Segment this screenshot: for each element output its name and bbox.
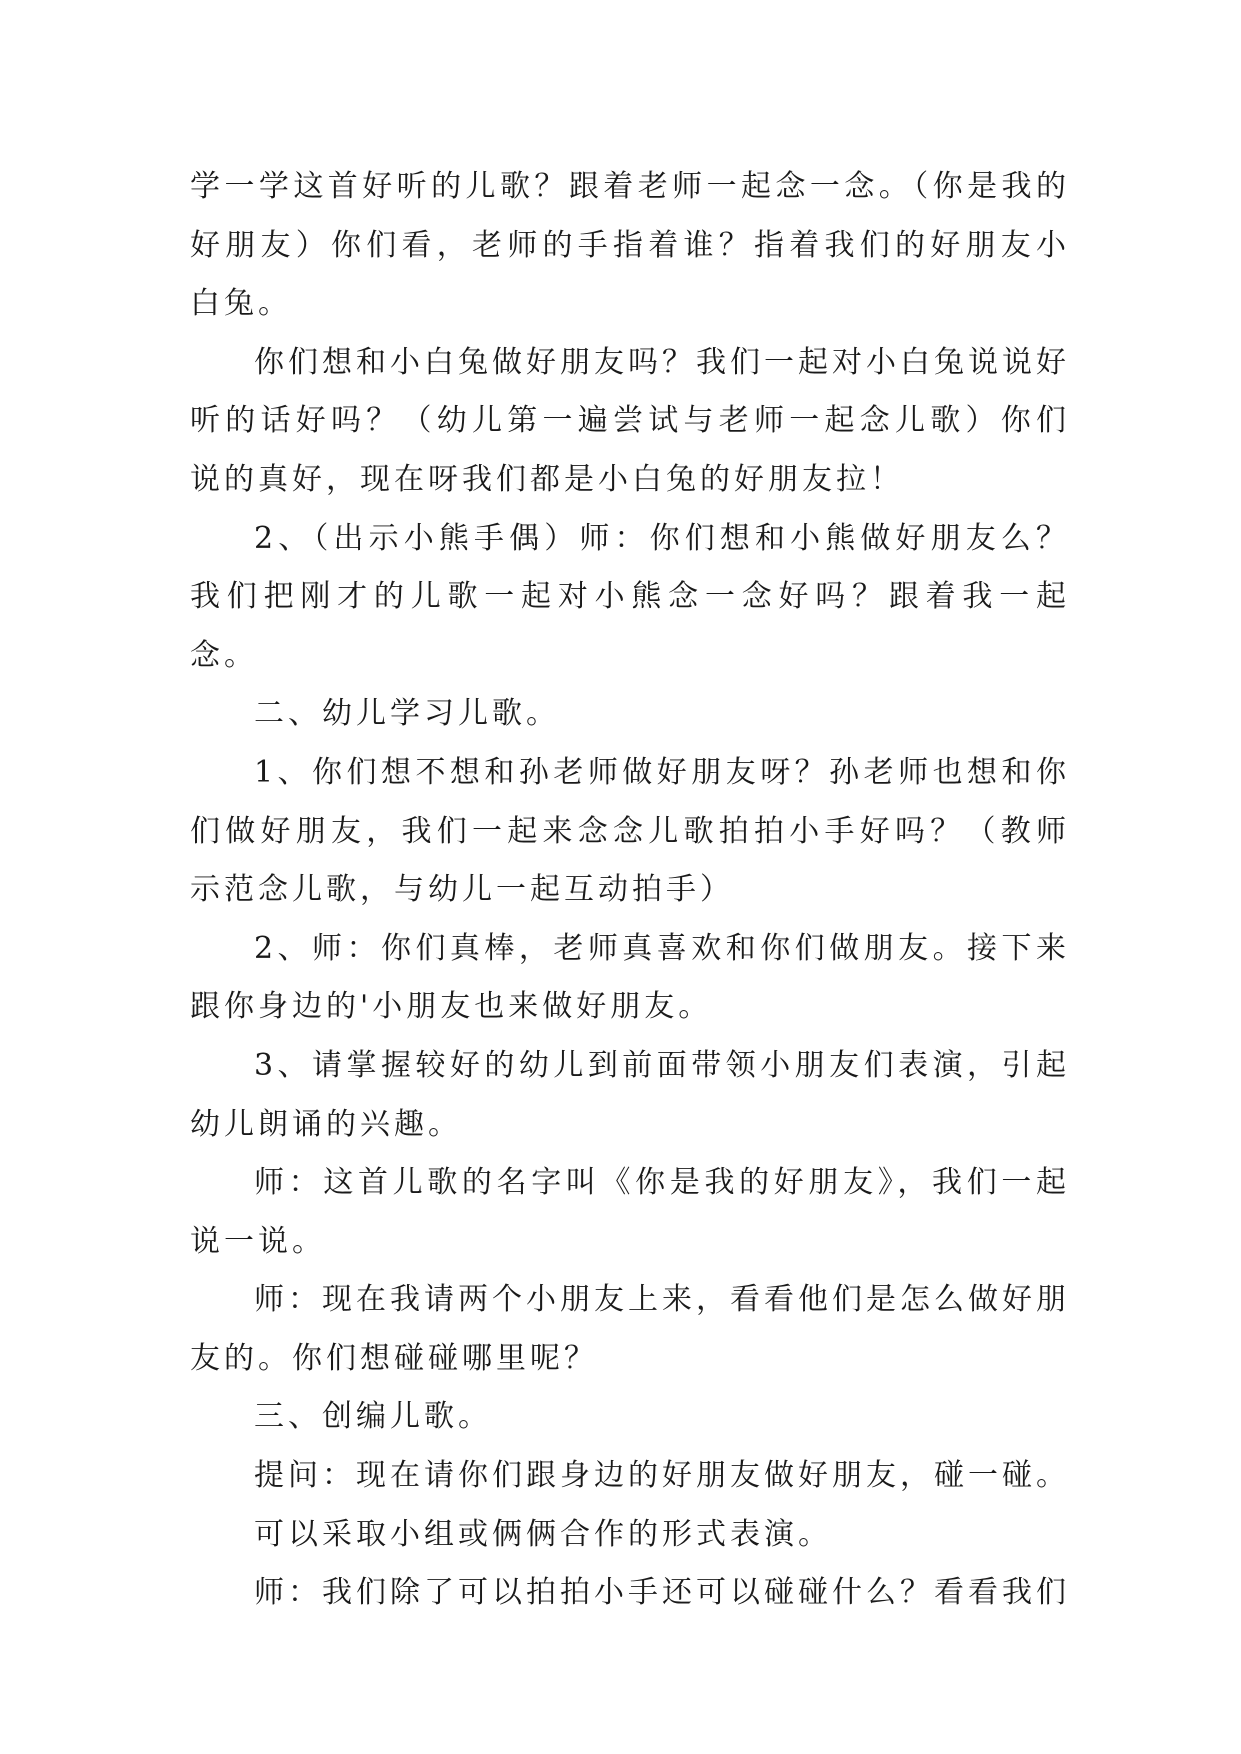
paragraph-5: 1、你们想不想和孙老师做好朋友呀？孙老师也想和你们做好朋友，我们一起来念念儿歌拍拍小手好吗？（教师示范念儿歌，与幼儿一起互动拍手） (190, 754, 1070, 908)
paragraph-3: 2、（出示小熊手偶）师：你们想和小熊做好朋友么？我们把刚才的儿歌一起对小熊念一念好吗？跟着我一起念。 (190, 520, 1070, 673)
section-heading-3: 三、创编儿歌。 (254, 1399, 492, 1435)
paragraph-9: 师：现在我请两个小朋友上来，看看他们是怎么做好朋友的。你们想碰碰哪里呢？ (190, 1282, 1070, 1376)
paragraph-13: 师：我们除了可以拍拍小手还可以碰碰什么？看看我们 (254, 1575, 1070, 1611)
paragraph-1: 学一学这首好听的儿歌？跟着老师一起念一念。（你是我的好朋友）你们看，老师的手指着谁？指着我们的好朋友小白兔。 (190, 169, 1070, 322)
paragraph-2: 你们想和小白兔做好朋友吗？我们一起对小白兔说说好听的话好吗？（幼儿第一遍尝试与老师一起念儿歌）你们说的真好，现在呀我们都是小白兔的好朋友拉！ (190, 344, 1070, 497)
paragraph-11: 提问：现在请你们跟身边的好朋友做好朋友，碰一碰。 (254, 1458, 1070, 1494)
paragraph-6: 2、师：你们真棒，老师真喜欢和你们做朋友。接下来跟你身边的'小朋友也来做好朋友。 (190, 930, 1070, 1025)
paragraph-12: 可以采取小组或俩俩合作的形式表演。 (254, 1516, 832, 1552)
section-heading-2: 二、幼儿学习儿歌。 (254, 696, 560, 732)
paragraph-8: 师：这首儿歌的名字叫《你是我的好朋友》，我们一起说一说。 (190, 1165, 1070, 1259)
document-body (190, 158, 1070, 1623)
paragraph-7: 3、请掌握较好的幼儿到前面带领小朋友们表演，引起幼儿朗诵的兴趣。 (190, 1047, 1070, 1142)
